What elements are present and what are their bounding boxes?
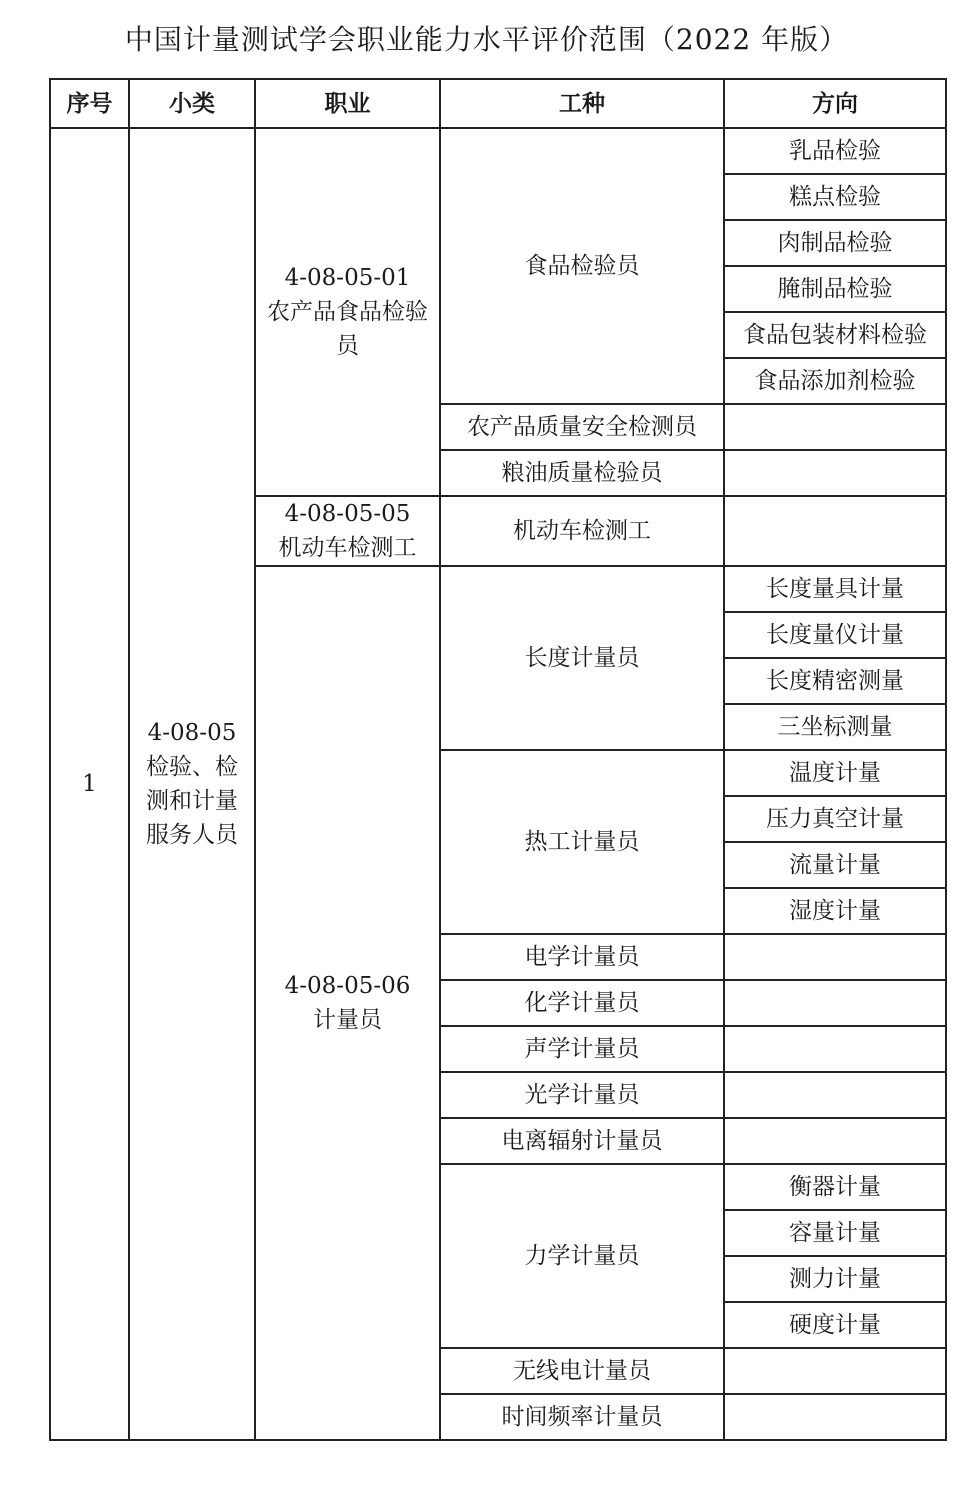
header-subclass: 小类 <box>129 79 255 128</box>
occupation-name: 计量员 <box>313 1007 382 1033</box>
direction-cell: 腌制品检验 <box>724 266 946 312</box>
job-cell: 长度计量员 <box>440 566 724 750</box>
direction-cell: 长度量仪计量 <box>724 612 946 658</box>
direction-cell: 湿度计量 <box>724 888 946 934</box>
table-row <box>50 128 946 174</box>
table-body <box>50 128 946 1440</box>
occupation-code: 4-08-05-06 <box>284 973 411 999</box>
header-seq: 序号 <box>50 79 129 128</box>
direction-cell: 肉制品检验 <box>724 220 946 266</box>
direction-cell: 三坐标测量 <box>724 704 946 750</box>
job-cell: 无线电计量员 <box>440 1348 724 1394</box>
direction-cell-empty <box>724 450 946 496</box>
direction-cell-empty <box>724 1118 946 1164</box>
job-cell: 时间频率计量员 <box>440 1394 724 1440</box>
header-occupation: 职业 <box>255 79 440 128</box>
occupation-code: 4-08-05-05 <box>284 501 411 527</box>
job-cell: 力学计量员 <box>440 1164 724 1348</box>
job-cell: 电离辐射计量员 <box>440 1118 724 1164</box>
header-job: 工种 <box>440 79 724 128</box>
page-title: 中国计量测试学会职业能力水平评价范围（2022 年版） <box>124 23 849 56</box>
direction-cell: 流量计量 <box>724 842 946 888</box>
direction-cell: 乳品检验 <box>724 128 946 174</box>
job-cell: 声学计量员 <box>440 1026 724 1072</box>
job-cell: 电学计量员 <box>440 934 724 980</box>
occupation-name: 机动车检测工 <box>278 535 417 561</box>
job-cell: 食品检验员 <box>440 128 724 404</box>
direction-cell: 衡器计量 <box>724 1164 946 1210</box>
job-cell: 农产品质量安全检测员 <box>440 404 724 450</box>
direction-cell: 温度计量 <box>724 750 946 796</box>
header-row <box>50 79 946 128</box>
job-cell: 粮油质量检验员 <box>440 450 724 496</box>
occupation-cell <box>255 128 440 496</box>
evaluation-scope-table <box>49 78 947 1441</box>
direction-cell: 容量计量 <box>724 1210 946 1256</box>
subclass-name: 检验、检测和计量服务人员 <box>146 754 238 848</box>
direction-cell-empty <box>724 1026 946 1072</box>
direction-cell: 糕点检验 <box>724 174 946 220</box>
occupation-cell <box>255 496 440 566</box>
direction-cell: 长度量具计量 <box>724 566 946 612</box>
direction-cell: 测力计量 <box>724 1256 946 1302</box>
seq-cell: 1 <box>50 128 129 1440</box>
direction-cell: 压力真空计量 <box>724 796 946 842</box>
direction-cell-empty <box>724 1072 946 1118</box>
occupation-code: 4-08-05-01 <box>284 265 411 291</box>
job-cell: 化学计量员 <box>440 980 724 1026</box>
header-direction: 方向 <box>724 79 946 128</box>
job-cell: 光学计量员 <box>440 1072 724 1118</box>
occupation-name: 农产品食品检验员 <box>267 299 428 359</box>
direction-cell: 硬度计量 <box>724 1302 946 1348</box>
direction-cell-empty <box>724 1348 946 1394</box>
direction-cell-empty <box>724 934 946 980</box>
direction-cell-empty <box>724 404 946 450</box>
occupation-cell <box>255 566 440 1440</box>
direction-cell: 食品包装材料检验 <box>724 312 946 358</box>
direction-cell: 长度精密测量 <box>724 658 946 704</box>
direction-cell-empty <box>724 1394 946 1440</box>
job-cell: 机动车检测工 <box>440 496 724 566</box>
direction-cell: 食品添加剂检验 <box>724 358 946 404</box>
subclass-code: 4-08-05 <box>147 720 237 746</box>
direction-cell-empty <box>724 496 946 566</box>
direction-cell-empty <box>724 980 946 1026</box>
job-cell: 热工计量员 <box>440 750 724 934</box>
subclass-cell <box>129 128 255 1440</box>
